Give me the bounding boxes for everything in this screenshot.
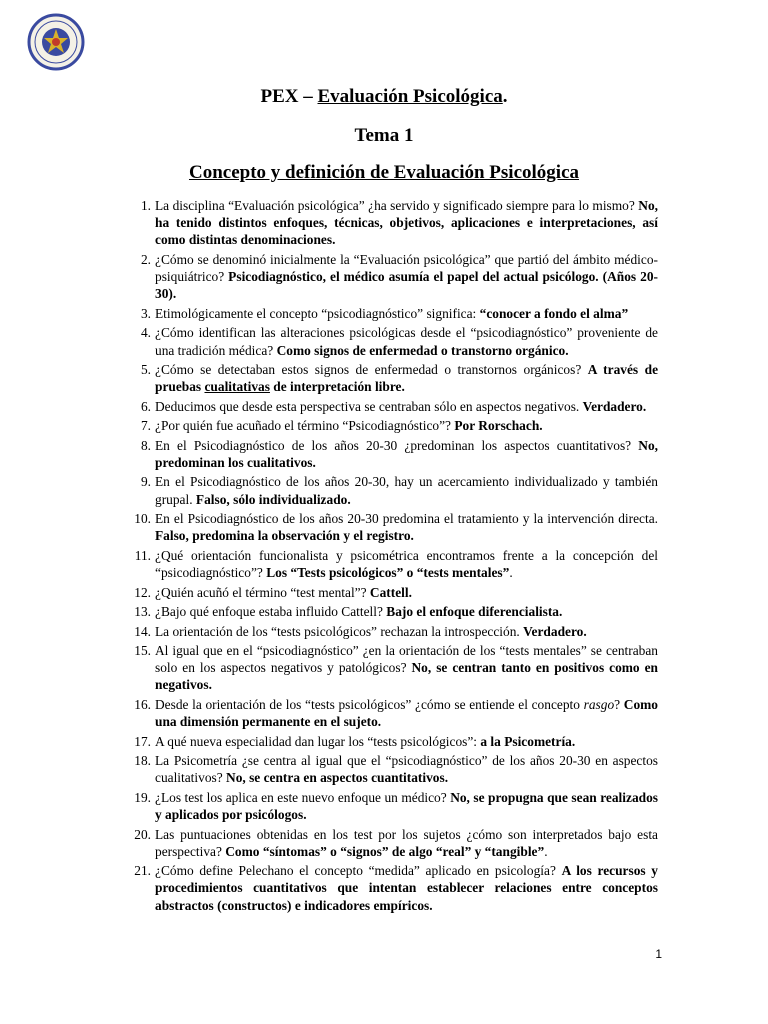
question-text: ¿Los test los aplica en este nuevo enfoque un médico?: [155, 789, 451, 805]
question-number: 6.: [140, 398, 151, 414]
answer-text: Verdadero.: [582, 398, 647, 414]
answer-text: rasgo: [583, 696, 615, 712]
question-number: 11.: [134, 547, 151, 563]
question-number: 21.: [134, 863, 151, 879]
question-number: 14.: [134, 623, 151, 639]
question-number: 1.: [140, 198, 151, 213]
question-text: ¿Cómo define Pelechano el concepto “medida” aplicado en psicología?: [155, 863, 562, 879]
question-text: La Psicometría ¿se centra al igual que el “psicodiagnóstico” de los años 20-30 en aspectos cualitativos?: [155, 753, 658, 786]
question-item: [120, 547, 658, 581]
subtitle-heading: Concepto y definición de Evaluación Psicológica: [188, 162, 580, 183]
question-text: .: [544, 843, 548, 859]
question-item: [120, 733, 658, 750]
question-item: [120, 603, 658, 620]
answer-text: Bajo el enfoque diferencialista.: [386, 604, 563, 620]
question-text: En el Psicodiagnóstico de los años 20-30 ¿predominan los aspectos cuantitativos?: [155, 437, 639, 453]
question-text: ¿Cómo se denominó inicialmente la “Evaluación psicológica” que partió del ámbito médico-psiquiátrico?: [155, 251, 658, 285]
answer-text: A los recursos y procedimientos cuantitativos que intentan establecer relaciones entre conceptos abstractos (constructos) e indicadores empíricos.: [155, 863, 658, 913]
question-number: 3.: [140, 305, 151, 321]
question-text: Desde la orientación de los “tests psicológicos” ¿cómo se entiende el concepto: [155, 696, 584, 712]
question-item: [120, 862, 658, 914]
question-item: [120, 473, 658, 507]
university-seal-logo: [16, 12, 96, 72]
question-item: [120, 437, 658, 471]
question-text: Las puntuaciones obtenidas en los test por los sujetos ¿cómo son interpretados bajo esta perspectiva?: [155, 826, 658, 859]
question-text: ¿Por quién fue acuñado el término “Psicodiagnóstico”?: [155, 418, 455, 434]
question-item: [120, 752, 658, 786]
document-title: [0, 86, 768, 108]
answer-text: “conocer a fondo el alma”: [479, 305, 629, 321]
answer-text: Los “Tests psicológicos” o “tests mentales”: [266, 565, 510, 581]
answer-text: A través de pruebas: [155, 362, 659, 395]
question-number: 7.: [140, 418, 151, 434]
question-item: [120, 623, 658, 640]
question-number: 9.: [140, 474, 151, 490]
question-number: 15.: [134, 643, 151, 659]
topic-heading: Tema 1: [354, 125, 414, 146]
question-number: 20.: [134, 826, 151, 842]
question-number: 2.: [140, 251, 151, 267]
answer-text: No, predominan los cualitativos.: [155, 437, 658, 470]
question-item: [120, 642, 658, 694]
question-number: 10.: [134, 511, 151, 527]
question-item: [120, 324, 658, 358]
answer-text: Cattell.: [369, 584, 412, 600]
question-number: 8.: [140, 437, 151, 453]
question-list: [120, 197, 658, 916]
question-text: .: [509, 565, 513, 581]
question-number: 17.: [134, 733, 151, 749]
answer-text: No, se propugna que sean realizados y aplicados por psicólogos.: [155, 789, 658, 823]
answer-text: Falso, sólo individualizado.: [195, 491, 351, 507]
question-text: Deducimos que desde esta perspectiva se centraban sólo en aspectos negativos.: [155, 398, 583, 414]
answer-text: Como signos de enfermedad o transtorno orgánico.: [276, 342, 569, 358]
question-text: ¿Cómo se detectaban estos signos de enfermedad o transtornos orgánicos?: [155, 362, 588, 378]
answer-text: de interpretación libre.: [269, 379, 405, 395]
question-item: [120, 398, 658, 415]
question-number: 18.: [134, 753, 151, 769]
question-number: 12.: [134, 584, 151, 600]
question-text: La orientación de los “tests psicológicos” rechazan la introspección.: [155, 623, 524, 639]
page-number: 1: [655, 947, 662, 961]
answer-text: No, ha tenido distintos enfoques, técnicas, objetivos, aplicaciones e interpretaciones, así como distintas denominaciones.: [155, 198, 658, 248]
title-main: Evaluación Psicológica: [317, 86, 503, 107]
answer-text: Verdadero.: [523, 623, 587, 639]
question-number: 19.: [134, 789, 151, 805]
question-text: Etimológicamente el concepto “psicodiagnóstico” significa:: [155, 305, 480, 321]
question-text: ?: [614, 696, 624, 712]
answer-text: a la Psicometría.: [480, 733, 576, 749]
question-item: [120, 361, 658, 395]
question-text: A qué nueva especialidad dan lugar los “tests psicológicos”:: [155, 733, 481, 749]
question-number: 16.: [134, 696, 151, 712]
answer-text: cualitativas: [204, 379, 270, 395]
question-item: [120, 417, 658, 434]
answer-text: Como “síntomas” o “signos” de algo “real” y “tangible”: [225, 843, 545, 859]
question-text: ¿Qué orientación funcionalista y psicométrica encontramos frente a la concepción del “psicodiagnóstico”?: [155, 547, 658, 581]
question-text: ¿Bajo qué enfoque estaba influido Cattell?: [155, 604, 387, 620]
question-item: [120, 584, 658, 601]
answer-text: Como una dimensión permanente en el sujeto.: [155, 696, 658, 730]
question-item: [120, 251, 658, 303]
question-number: 5.: [140, 362, 151, 378]
question-item: [120, 510, 658, 544]
question-text: ¿Quién acuñó el término “test mental”?: [155, 584, 370, 600]
question-number: 13.: [134, 604, 151, 620]
answer-text: No, se centran tanto en positivos como en negativos.: [155, 660, 658, 693]
title-suffix: .: [502, 86, 508, 107]
question-number: 4.: [140, 325, 151, 341]
question-item: [120, 826, 658, 860]
question-item: [120, 197, 658, 249]
answer-text: Por Rorschach.: [454, 418, 543, 434]
answer-text: No, se centra en aspectos cuantitativos.: [226, 770, 449, 786]
answer-text: Falso, predomina la observación y el registro.: [155, 528, 414, 544]
question-text: Al igual que en el “psicodiagnóstico” ¿en la orientación de los “tests mentales” se centraban solo en los aspectos negativos y patológicos?: [155, 643, 658, 676]
title-prefix: PEX –: [260, 86, 318, 107]
question-text: ¿Cómo identifican las alteraciones psicológicas desde el “psicodiagnóstico” proveniente de una tradición médica?: [155, 325, 658, 358]
answer-text: Psicodiagnóstico, el médico asumía el papel del actual psicólogo. (Años 20-30).: [155, 269, 658, 302]
question-item: [120, 305, 658, 322]
question-text: En el Psicodiagnóstico de los años 20-30 predomina el tratamiento y la intervención directa.: [155, 511, 658, 527]
question-text: En el Psicodiagnóstico de los años 20-30, hay un acercamiento individualizado y también grupal.: [155, 474, 658, 507]
question-text: La disciplina “Evaluación psicológica” ¿ha servido y significado siempre para lo mismo?: [155, 198, 639, 213]
question-item: [120, 696, 658, 730]
question-item: [120, 789, 658, 823]
